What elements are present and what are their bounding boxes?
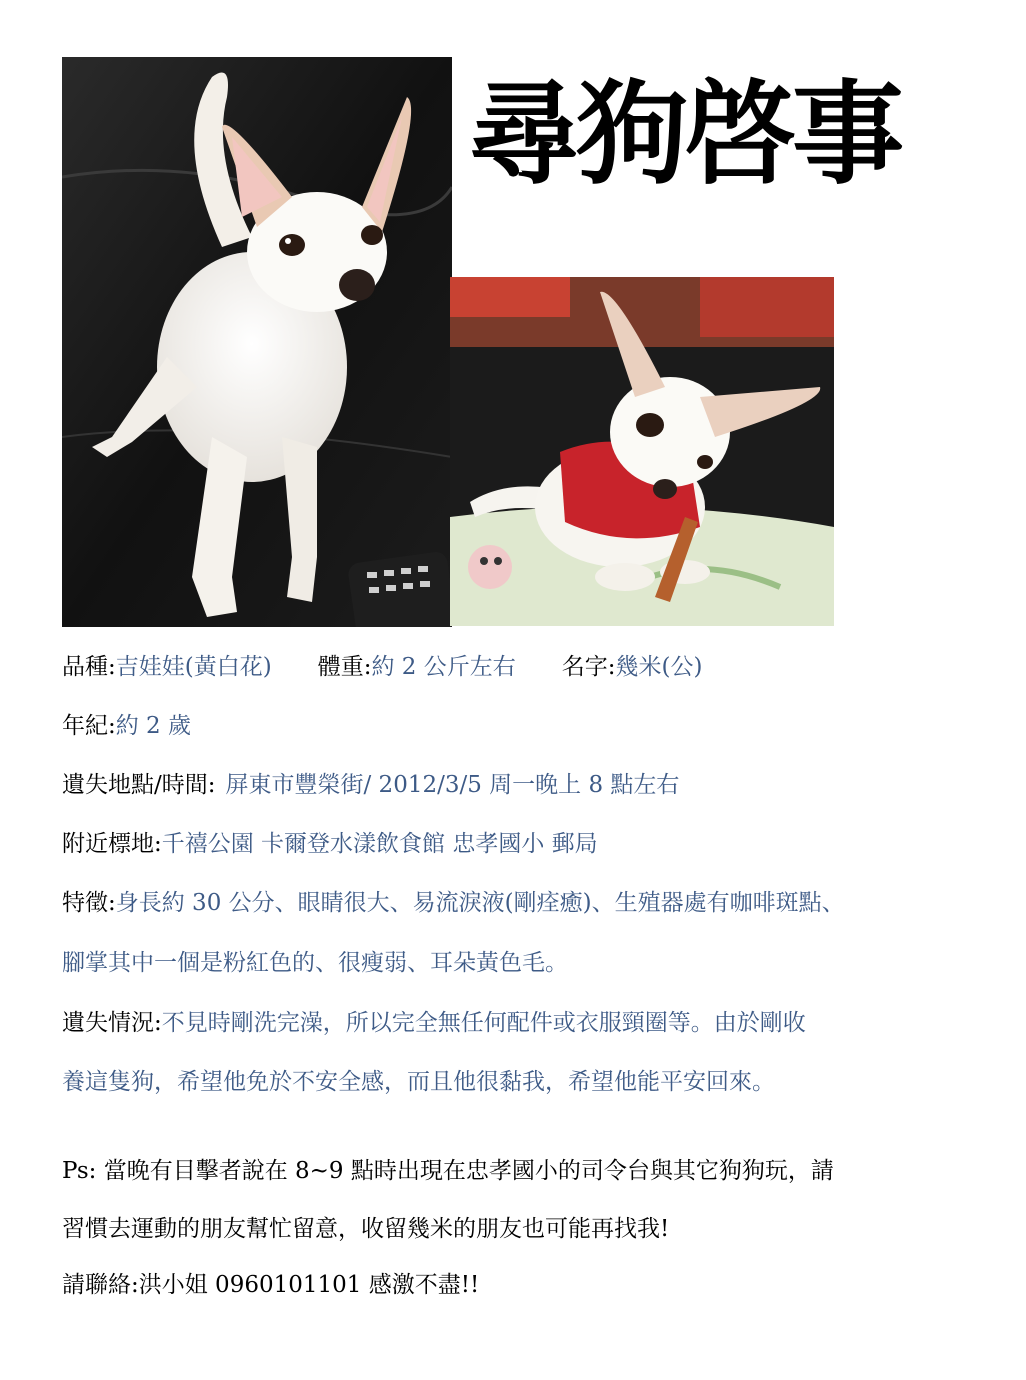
weight-value: 約 2 公斤左右 [371,654,516,680]
dog-photo-red-vest [450,277,834,626]
info-row-situation [62,1008,806,1038]
features-label: 特徵: [62,890,116,916]
weight-label: 體重: [317,654,372,680]
situation-label: 遺失情況: [62,1010,162,1036]
info-row-basic [62,652,702,682]
features-line2: 腳掌其中一個是粉紅色的、很瘦弱、耳朵黃色毛。 [62,950,568,976]
name-label: 名字: [561,654,616,680]
age-value: 約 2 歲 [115,713,192,739]
age-label: 年紀: [62,713,116,739]
name-value: 幾米(公) [615,654,703,680]
situation-line2: 養這隻狗，希望他免於不安全感，而且他很黏我，希望他能平安回來。 [62,1069,775,1095]
features-line1: 身長約 30 公分、眼睛很大、易流淚液(剛痊癒)、生殖器處有咖啡斑點、 [115,890,845,916]
contact-line: 請聯絡:洪小姐 0960101101 感激不盡!! [62,1272,480,1298]
info-row-age [62,711,191,741]
ps-line2: 習慣去運動的朋友幫忙留意，收留幾米的朋友也可能再找我! [62,1216,670,1242]
info-row-lost [62,770,679,800]
situation-line1: 不見時剛洗完澡，所以完全無任何配件或衣服頸圈等。由於剛收 [161,1010,806,1036]
info-row-landmark [62,829,598,859]
dog-photo-standing [62,57,452,627]
landmark-label: 附近標地: [62,831,162,857]
lost-value: 屏東市豐榮街/ 2012/3/5 周一晚上 8 點左右 [225,772,680,798]
poster-title: 尋狗啓事 [468,70,900,200]
ps-line1: Ps: 當晚有目擊者說在 8~9 點時出現在忠孝國小的司令台與其它狗狗玩，請 [62,1158,834,1184]
info-row-features-cont [62,948,568,978]
info-row-situation-cont [62,1067,775,1097]
lost-label: 遺失地點/時間: [62,772,216,798]
breed-label: 品種: [62,654,116,680]
info-row-features [62,888,845,918]
breed-value: 吉娃娃(黃白花) [115,654,272,680]
landmark-value: 千禧公園 卡爾登水漾飲食館 忠孝國小 郵局 [161,831,598,857]
